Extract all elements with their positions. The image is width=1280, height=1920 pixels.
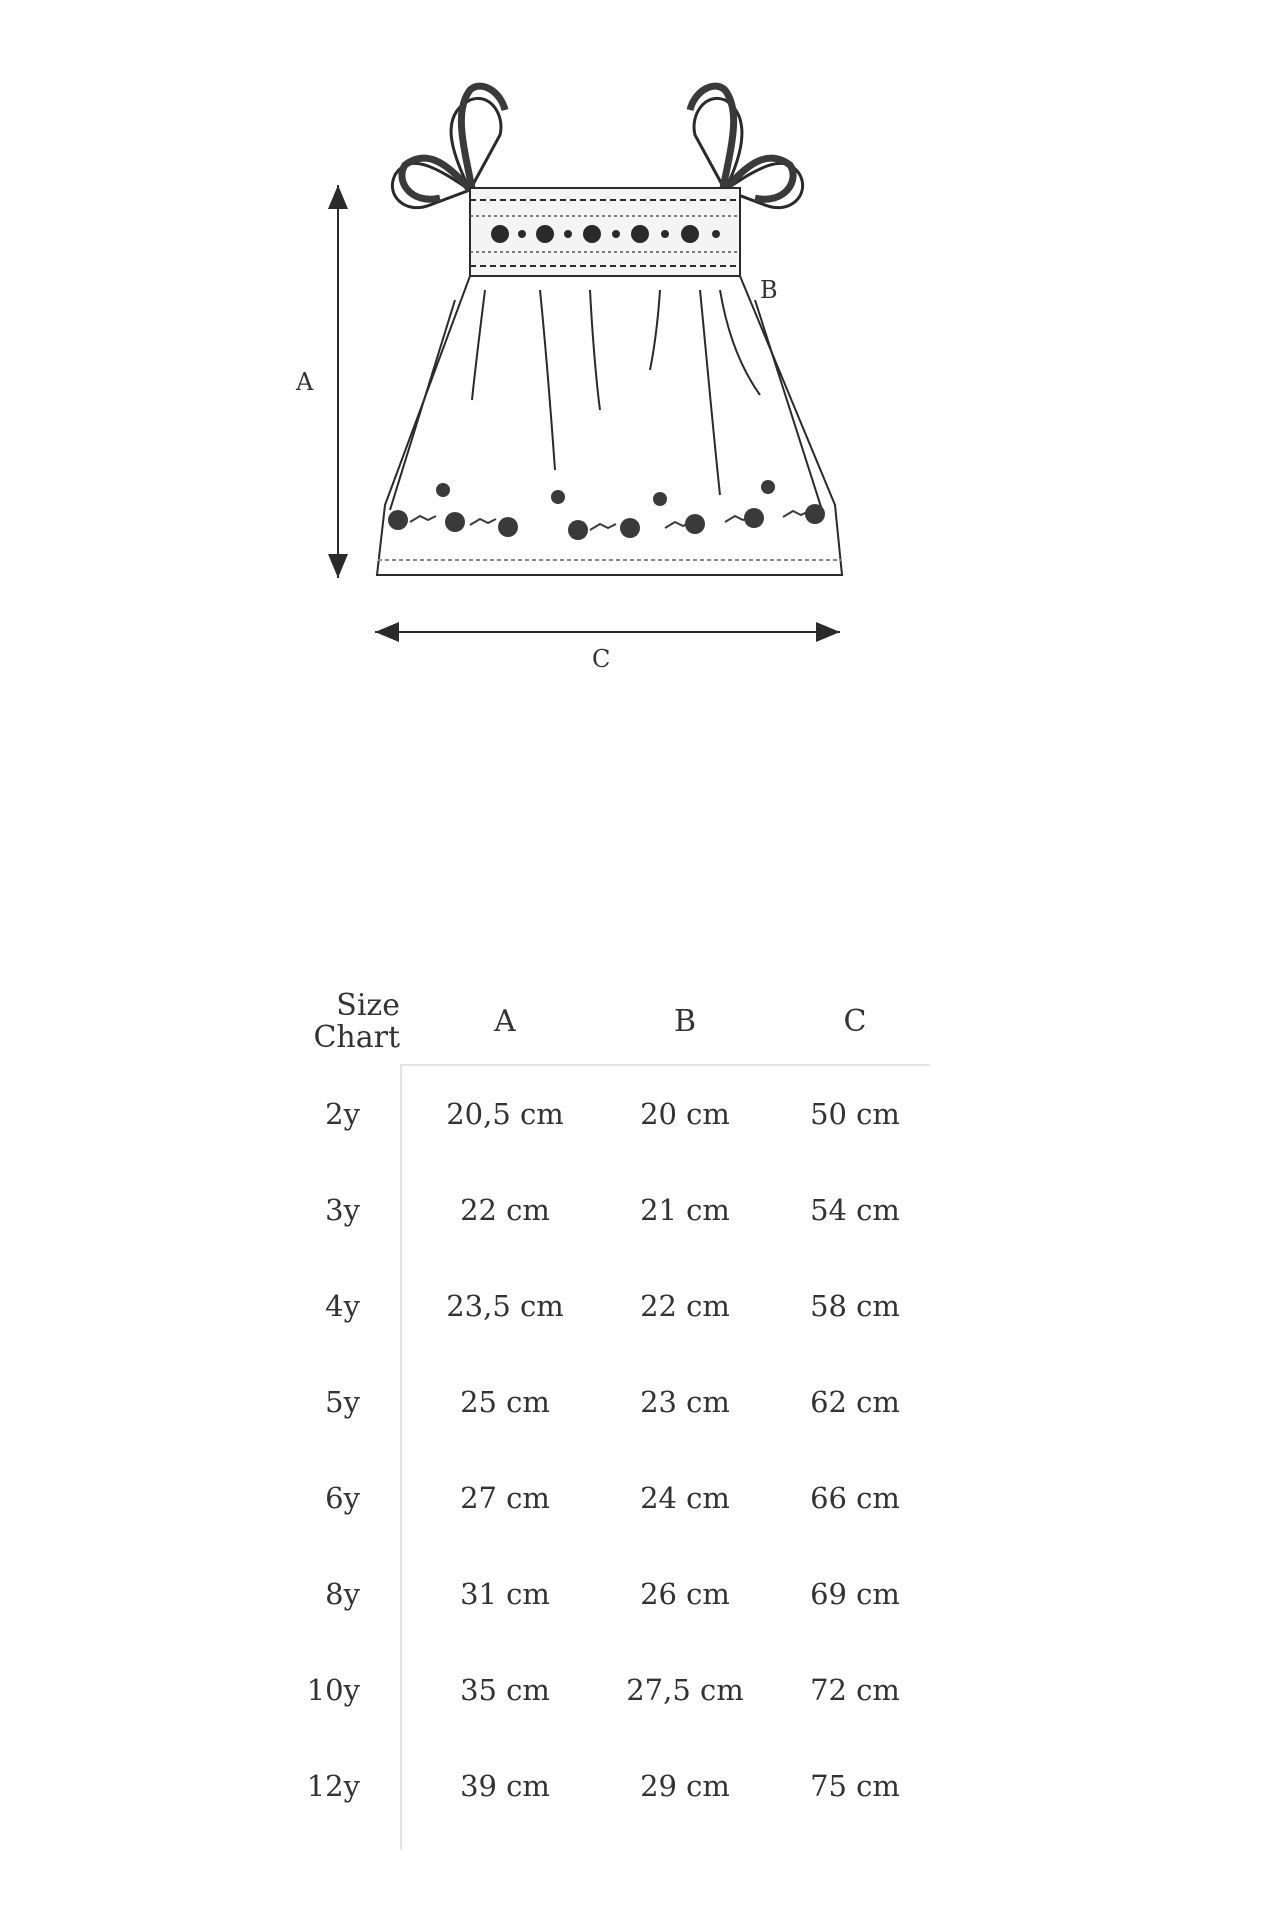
- dimension-c-label: C: [592, 645, 611, 673]
- c-cell: 75 cm: [810, 1769, 900, 1803]
- a-cell: 23,5 cm: [446, 1289, 564, 1323]
- c-cell: 58 cm: [810, 1289, 900, 1323]
- table-row: [280, 1382, 930, 1442]
- column-header-b: B: [673, 1004, 697, 1039]
- size-chart-header-line1: Size: [336, 988, 400, 1023]
- header-divider: [400, 1064, 930, 1066]
- b-cell: 23 cm: [640, 1385, 730, 1419]
- size-cell: 6y: [325, 1481, 360, 1515]
- a-cell: 25 cm: [460, 1385, 550, 1419]
- b-cell: 24 cm: [640, 1481, 730, 1515]
- size-cell: 5y: [325, 1385, 360, 1419]
- size-cell: 2y: [325, 1097, 360, 1131]
- column-header-a: A: [494, 1004, 516, 1039]
- table-row: [280, 1190, 930, 1250]
- dress-skirt: [377, 276, 842, 575]
- size-chart-header-line2: Chart: [313, 1020, 400, 1055]
- size-cell: 8y: [325, 1577, 360, 1611]
- size-cell: 12y: [306, 1769, 360, 1803]
- b-cell: 27,5 cm: [626, 1673, 744, 1707]
- dimension-b-label: B: [760, 276, 778, 304]
- smocked-bodice: [470, 188, 740, 276]
- b-cell: 26 cm: [640, 1577, 730, 1611]
- table-row: [280, 1478, 930, 1538]
- b-cell: 22 cm: [640, 1289, 730, 1323]
- table-row: [280, 1094, 930, 1154]
- column-header-c: C: [843, 1004, 867, 1039]
- c-cell: 72 cm: [810, 1673, 900, 1707]
- table-row: [280, 1670, 930, 1730]
- dress-illustration: [0, 0, 1280, 720]
- a-cell: 22 cm: [460, 1193, 550, 1227]
- size-column-divider: [400, 1064, 402, 1850]
- garment-diagram: [0, 0, 1280, 720]
- size-chart-table: [280, 990, 930, 1850]
- c-cell: 69 cm: [810, 1577, 900, 1611]
- a-cell: 31 cm: [460, 1577, 550, 1611]
- c-cell: 50 cm: [810, 1097, 900, 1131]
- a-cell: 27 cm: [460, 1481, 550, 1515]
- c-cell: 66 cm: [810, 1481, 900, 1515]
- size-cell: 3y: [325, 1193, 360, 1227]
- a-cell: 39 cm: [460, 1769, 550, 1803]
- b-cell: 20 cm: [640, 1097, 730, 1131]
- b-cell: 29 cm: [640, 1769, 730, 1803]
- size-cell: 4y: [325, 1289, 360, 1323]
- b-cell: 21 cm: [640, 1193, 730, 1227]
- table-row: [280, 1574, 930, 1634]
- a-cell: 20,5 cm: [446, 1097, 564, 1131]
- a-cell: 35 cm: [460, 1673, 550, 1707]
- dimension-a-label: A: [296, 368, 314, 396]
- table-row: [280, 1286, 930, 1346]
- table-row: [280, 1766, 930, 1826]
- c-cell: 62 cm: [810, 1385, 900, 1419]
- size-chart-header: [280, 990, 400, 1054]
- size-cell: 10y: [306, 1673, 360, 1707]
- c-cell: 54 cm: [810, 1193, 900, 1227]
